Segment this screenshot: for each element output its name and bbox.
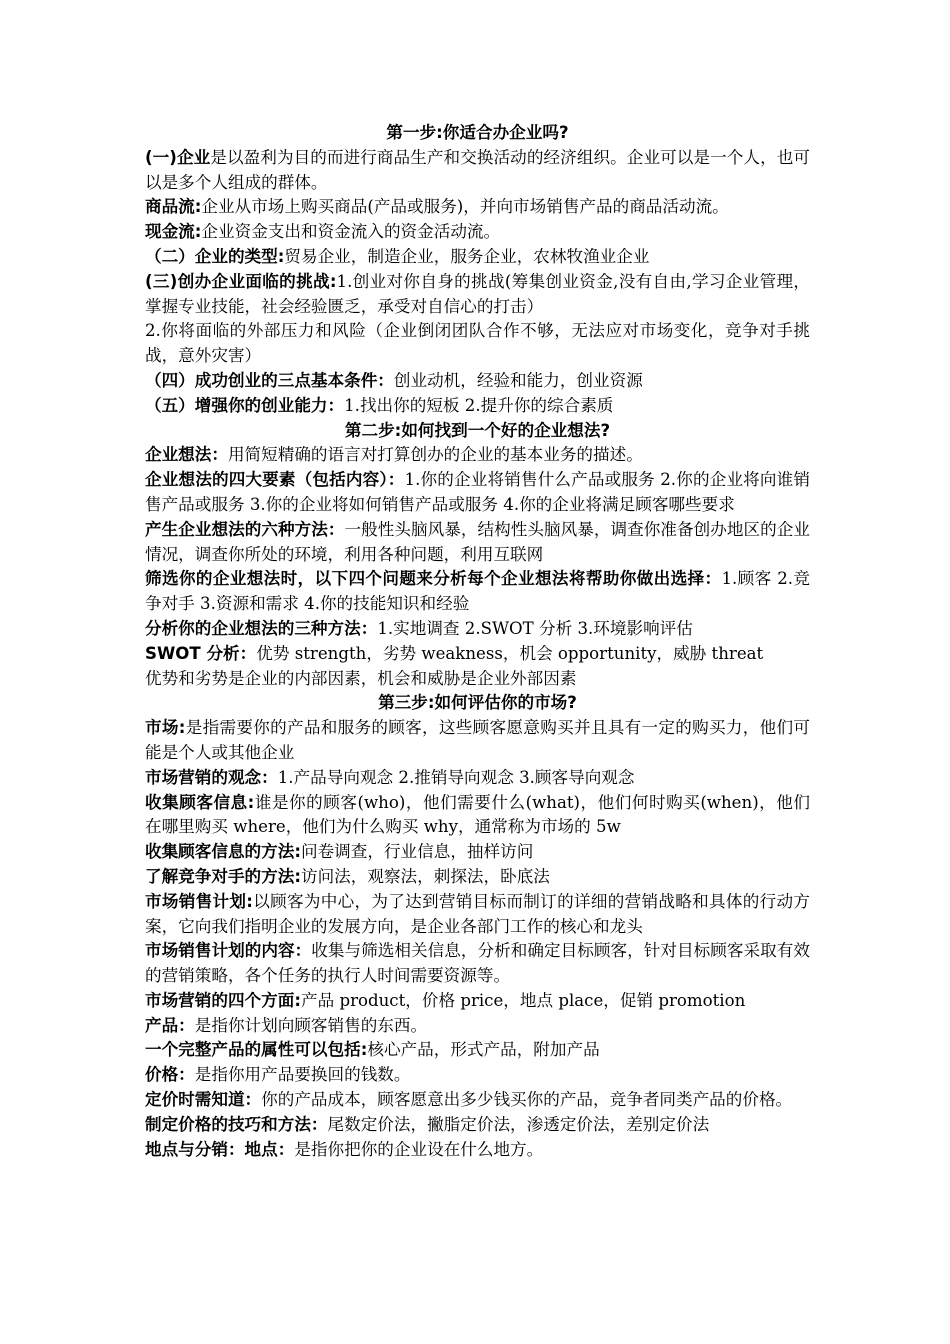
term-text: 1.你的企业将销售什么产品或服务 2.你的企业将向谁销售产品或服务 3.你的企业将如何销售产品或服务 4.你的企业将满足顾客哪些要求 (145, 470, 810, 514)
term-text: 1.实地调查 2.SWOT 分析 3.环境影响评估 (377, 618, 693, 638)
step2-title: 第二步:如何找到一个好的企业想法? (344, 420, 611, 440)
term-label: 了解竞争对手的方法: (145, 866, 301, 886)
step1-title: 第一步:你适合办企业吗? (386, 123, 569, 142)
document-page (145, 121, 810, 1162)
term-label: (三)创办企业面临的挑战: (145, 271, 337, 291)
paragraph (145, 146, 810, 196)
paragraph (145, 270, 810, 320)
term-text: 访问法，观察法，刺探法，卧底法 (300, 866, 550, 886)
term-text: 是以盈利为目的而进行商品生产和交换活动的经济组织。企业可以是一个人，也可以是多个人组成的群体。 (145, 147, 811, 192)
term-text: 1.产品导向观念 2.推销导向观念 3.顾客导向观念 (277, 767, 635, 787)
term-label: 企业想法： (145, 445, 228, 465)
term-label: 定价时需知道： (145, 1090, 262, 1110)
paragraph (145, 220, 810, 245)
term-label: 产生企业想法的六种方法： (145, 519, 345, 539)
paragraph (145, 319, 810, 369)
term-label: 市场销售计划: (145, 891, 253, 911)
paragraph (145, 518, 810, 568)
paragraph (145, 667, 810, 692)
paragraph (145, 1113, 810, 1138)
step3-title: 第三步:如何评估你的市场? (378, 693, 577, 713)
term-text: 企业从市场上购买商品(产品或服务)，并向市场销售产品的商品活动流。 (201, 197, 729, 217)
term-label: （五）增强你的创业能力： (145, 395, 345, 415)
term-label: 产品： (145, 1015, 195, 1035)
paragraph (145, 716, 810, 766)
paragraph (145, 989, 810, 1014)
paragraph (145, 865, 810, 890)
term-label: 企业想法的四大要素（包括内容）： (145, 470, 405, 490)
term-text: 企业资金支出和资金流入的资金活动流。 (201, 222, 501, 242)
term-text: 贸易企业，制造企业，服务企业，农林牧渔业企业 (284, 246, 650, 266)
term-text: 1.顾客 2.竞争对手 3.资源和需求 4.你的技能知识和经验 (145, 569, 810, 614)
paragraph (145, 567, 810, 617)
term-label: 市场营销的观念： (145, 767, 278, 787)
paragraph (145, 791, 810, 841)
paragraph (145, 766, 810, 791)
term-label: 地点与分销：地点： (145, 1139, 295, 1159)
term-text: 尾数定价法，撇脂定价法，渗透定价法，差别定价法 (327, 1114, 710, 1134)
term-text: 是指你把你的企业设在什么地方。 (294, 1139, 544, 1159)
term-text: 以顾客为中心，为了达到营销目标而制订的详细的营销战略和具体的行动方案，它向我们指明企业的发展方向，是企业各部门工作的核心和龙头 (145, 891, 810, 936)
term-label: (一)企业 (145, 147, 211, 167)
term-label: （四）成功创业的三点基本条件： (145, 370, 394, 390)
term-label: 市场: (145, 718, 186, 738)
paragraph (145, 443, 810, 468)
term-text: 1.创业对你自身的挑战(筹集创业资金,没有自由,学习企业管理，掌握专业技能，社会经验匮乏，承受对自信心的打击） (145, 271, 811, 316)
paragraph (145, 939, 810, 989)
paragraph (145, 1063, 810, 1088)
term-text: 谁是你的顾客(who)，他们需要什么(what)，他们何时购买(when)，他们在哪里购买 where，他们为什么购买 why，通常称为市场的 5w (145, 792, 810, 837)
term-label: 市场销售计划的内容： (145, 941, 312, 961)
paragraph (145, 1138, 810, 1163)
term-text: 收集与筛选相关信息，分析和确定目标顾客，针对目标顾客采取有效的营销策略，各个任务的执行人时间需要资源等。 (145, 941, 811, 986)
paragraph (145, 840, 810, 865)
term-text: 优势和劣势是企业的内部因素，机会和威胁是企业外部因素 (145, 668, 577, 688)
paragraph (145, 1014, 810, 1039)
term-label: 筛选你的企业想法时，以下四个问题来分析每个企业想法将帮助你做出选择： (145, 569, 722, 589)
term-label: SWOT 分析： (145, 643, 257, 663)
term-label: 制定价格的技巧和方法： (145, 1114, 328, 1134)
term-text: 问卷调查，行业信息，抽样访问 (300, 842, 534, 862)
paragraph (145, 468, 810, 518)
term-label: 市场营销的四个方面: (145, 990, 301, 1010)
term-text: 一般性头脑风暴，结构性头脑风暴，调查你准备创办地区的企业情况，调查你所处的环境，利用各种问题，利用互联网 (145, 519, 811, 564)
paragraph (145, 1038, 810, 1063)
term-text: 1.找出你的短板 2.提升你的综合素质 (344, 395, 614, 415)
paragraph (145, 195, 810, 220)
term-text: 创业动机，经验和能力，创业资源 (393, 370, 643, 390)
term-label: （二）企业的类型: (145, 246, 285, 266)
paragraph (145, 245, 810, 270)
term-text: 2.你将面临的外部压力和风险（企业倒闭团队合作不够，无法应对市场变化，竞争对手挑战，意外灾害） (145, 321, 810, 366)
paragraph (145, 890, 810, 940)
term-label: 价格： (145, 1065, 195, 1085)
term-label: 现金流: (145, 222, 202, 242)
term-label: 商品流: (145, 197, 202, 217)
term-label: 收集顾客信息: (145, 792, 255, 812)
term-label: 分析你的企业想法的三种方法： (145, 618, 378, 638)
paragraph (145, 394, 810, 419)
term-text: 产品 product，价格 price，地点 place，促销 promotion (300, 990, 746, 1010)
term-text: 核心产品，形式产品，附加产品 (367, 1040, 600, 1060)
term-text: 是指需要你的产品和服务的顾客，这些顾客愿意购买并且具有一定的购买力，他们可能是个人或其他企业 (145, 718, 811, 762)
paragraph (145, 369, 810, 394)
term-label: 一个完整产品的属性可以包括: (145, 1040, 368, 1060)
term-text: 是指你计划向顾客销售的东西。 (194, 1015, 428, 1035)
term-text: 用简短精确的语言对打算创办的企业的基本业务的描述。 (227, 445, 643, 465)
term-text: 是指你用产品要换回的钱数。 (194, 1065, 411, 1085)
paragraph (145, 642, 810, 667)
term-label: 收集顾客信息的方法: (145, 842, 301, 862)
paragraph (145, 617, 810, 642)
term-text: 优势 strength，劣势 weakness，机会 opportunity，威胁 threat (256, 643, 764, 663)
term-text: 你的产品成本，顾客愿意出多少钱买你的产品，竞争者同类产品的价格。 (261, 1090, 793, 1110)
paragraph (145, 1088, 810, 1113)
